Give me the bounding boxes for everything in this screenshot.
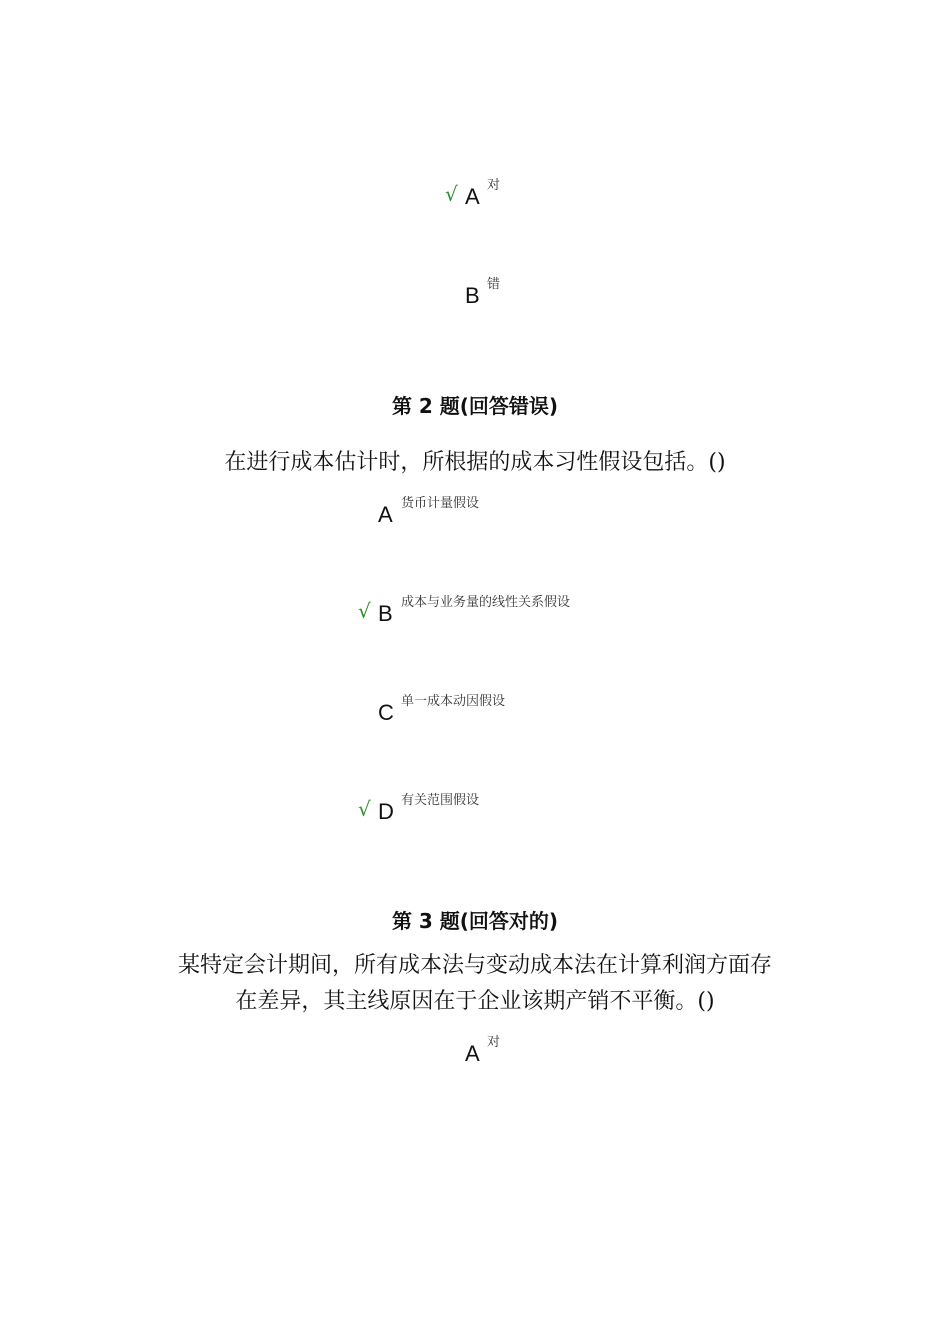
question-3-line-1: 某特定会计期间，所有成本法与变动成本法在计算利润方面存 <box>177 953 772 978</box>
question-3-text <box>140 948 810 1020</box>
question-3-heading: 第 3 题(回答对的) <box>391 909 559 933</box>
option-text: 货币计量假设 <box>401 496 480 511</box>
question-2-heading: 第 2 题(回答错误) <box>391 394 559 418</box>
check-mark-icon: √ <box>358 599 371 623</box>
q2-option-c[interactable] <box>358 696 658 736</box>
option-letter: D <box>378 799 394 824</box>
q2-option-a[interactable] <box>358 498 658 538</box>
option-text: 成本与业务量的线性关系假设 <box>401 595 571 610</box>
check-mark-icon: √ <box>445 182 458 206</box>
q2-option-b[interactable] <box>358 597 658 637</box>
q1-option-b[interactable] <box>445 279 525 319</box>
option-text: 有关范围假设 <box>401 793 480 808</box>
option-letter: A <box>465 184 480 209</box>
option-letter: B <box>378 601 393 626</box>
option-text: 对 <box>487 1035 501 1050</box>
q2-option-d[interactable] <box>358 795 658 835</box>
option-text: 单一成本动因假设 <box>401 694 506 709</box>
option-letter: C <box>378 700 394 725</box>
option-text: 错 <box>487 277 501 292</box>
q3-option-a[interactable] <box>445 1037 525 1077</box>
option-letter: A <box>465 1041 480 1066</box>
option-letter: B <box>465 283 480 308</box>
q1-option-a[interactable] <box>445 180 525 220</box>
check-mark-icon: √ <box>358 797 371 821</box>
option-letter: A <box>378 502 393 527</box>
question-2-text: 在进行成本估计时，所根据的成本习性假设包括。() <box>224 450 726 475</box>
question-3-line-2: 在差异，其主线原因在于企业该期产销不平衡。() <box>235 989 715 1014</box>
option-text: 对 <box>487 178 501 193</box>
